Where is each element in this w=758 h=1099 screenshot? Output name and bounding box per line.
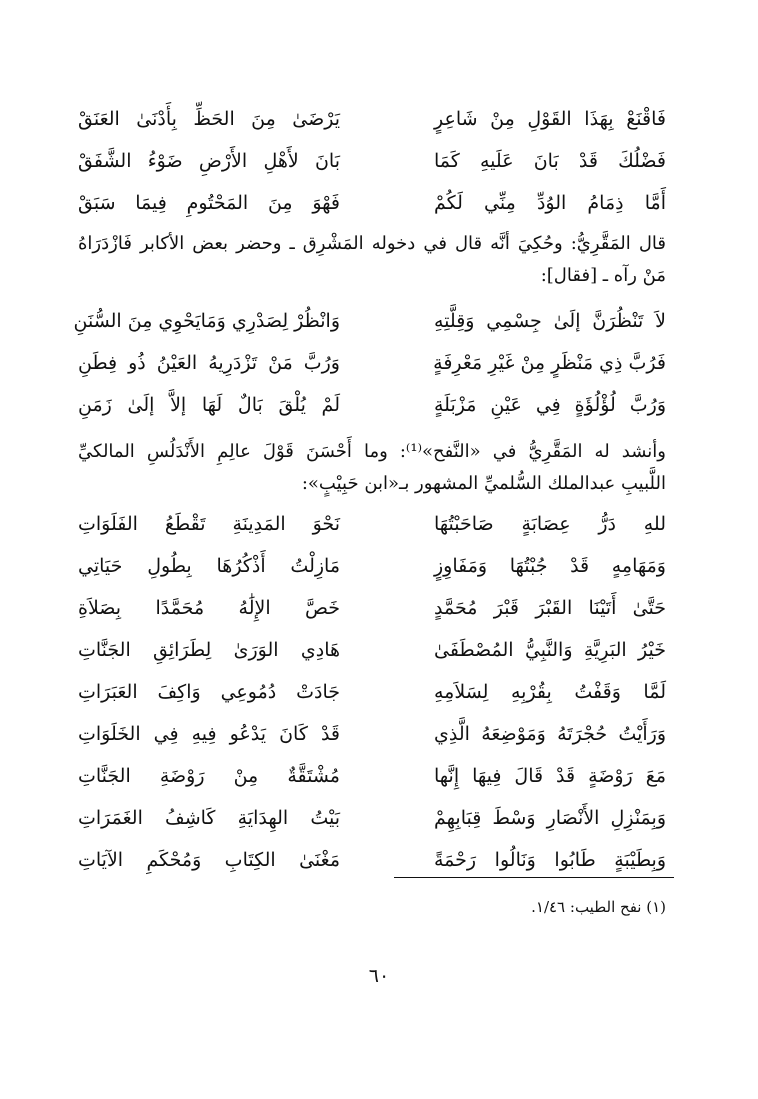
hemistich-first: وَرُبَّ لُؤْلُؤَةٍ فِي عَيْنِ مَزْبَلَةٍ bbox=[434, 394, 666, 416]
hemistich-first: لَمَّا وَقَفْتُ بِقُرْبِهِ لِسَلاَمِهِ bbox=[434, 681, 666, 703]
prose-paragraph-2 bbox=[78, 436, 666, 500]
hemistich-second: فَهْوَ مِنَ المَحْتُومِ فِيمَا سَبَقْ bbox=[78, 192, 340, 214]
hemistich-second: مُشْتَقَّةٌ مِنْ رَوْضَةِ الجَنَّاتِ bbox=[78, 765, 340, 787]
hemistich-second: وَانْظُرْ لِصَدْرِي وَمَايَحْوِي مِنَ السُّنَنِ bbox=[73, 310, 340, 332]
verse-line bbox=[78, 384, 666, 426]
verse-line bbox=[78, 797, 666, 839]
hemistich-second: بَيْتُ الهِدَايَةِ كَاشِفُ الغَمَرَاتِ bbox=[78, 807, 340, 829]
hemistich-second: مَازِلْتُ أَذْكُرُهَا بِطُولِ حَيَاتِي bbox=[78, 555, 340, 577]
hemistich-second: يَرْضَىٰ مِنَ الحَظِّ بِأَدْنَىٰ العَنَقْ bbox=[78, 108, 340, 130]
verse-line bbox=[73, 300, 666, 342]
verse-line bbox=[78, 140, 666, 182]
hemistich-first: مَعَ رَوْضَةٍ قَدْ قَالَ فِيهَا إِنَّها bbox=[434, 765, 666, 787]
hemistich-first: حَتَّىٰ أَتَيْنَا القَبْرَ قَبْرَ مُحَمَّدٍ bbox=[434, 597, 666, 619]
page-number: ٦٠ bbox=[368, 965, 390, 987]
hemistich-first: للهِ دَرُّ عِصَابَةٍ صَاحَبْتُهَا bbox=[434, 513, 666, 535]
hemistich-first: وَمَهَامِهٍ قَدْ جُبْتُهَا وَمَفَاوِزٍ bbox=[434, 555, 666, 577]
prose-line: مَنْ رآه ـ [فقال]: bbox=[540, 265, 666, 286]
verse-line bbox=[78, 755, 666, 797]
verse-line bbox=[78, 503, 666, 545]
verse-line bbox=[78, 713, 666, 755]
prose-line: قال المَقَّرِيُّ: وحُكِيَ أنَّه قال في دخوله المَشْرِق ـ وحضر بعض الأكابر فَازْدَرَاهُ bbox=[78, 233, 666, 254]
hemistich-second: نَحْوَ المَدِينَةِ تَقْطَعُ الفَلَوَاتِ bbox=[78, 513, 340, 535]
verse-line bbox=[78, 671, 666, 713]
hemistich-first: وَبِطَيْبَةٍ طَابُوا وَنَالُوا رَحْمَةً bbox=[434, 849, 666, 871]
prose-line: اللَّبيبِ عبدالملك السُّلميِّ المشهور بـ«ابن حَبِيْبٍ»: bbox=[301, 473, 666, 494]
hemistich-first: فَاقْنَعْ بِهَذَا القَوْلِ مِنْ شَاعِرٍ bbox=[434, 108, 666, 130]
hemistich-first: وَرَأَيْتُ حُجْرَتَهُ وَمَوْضِعَهُ الَّذِي bbox=[434, 723, 666, 745]
verse-line bbox=[78, 342, 666, 384]
hemistich-second: جَادَتْ دُمُوعِي وَاكِفَ العَبَرَاتِ bbox=[78, 681, 340, 703]
hemistich-second: وَرُبَّ مَنْ تَزْدَرِيهُ العَيْنُ ذُو فِطَنِ bbox=[78, 352, 340, 374]
verse-block-bottom bbox=[78, 503, 666, 881]
prose-paragraph-1 bbox=[78, 228, 666, 292]
verse-block-middle bbox=[73, 300, 666, 426]
hemistich-first: وَبِمَنْزِلِ الأَنْصَارِ وَسْطَ قِبَابِهِمْ bbox=[434, 807, 666, 829]
hemistich-first: خَيْرُ البَرِيَّةِ وَالنَّبِيُّ المُصْطَفَىٰ bbox=[434, 639, 666, 661]
verse-line bbox=[78, 98, 666, 140]
hemistich-second: قَدْ كَانَ يَدْعُو فِيهِ فِي الخَلَوَاتِ bbox=[78, 723, 340, 745]
verse-line bbox=[78, 839, 666, 881]
hemistich-second: لَمْ يُلْقَ بَالٌ لَهَا إلاَّ إلَىٰ زَمَنِ bbox=[78, 394, 340, 416]
hemistich-first: فَضْلُكَ قَدْ بَانَ عَلَيهِ كَمَا bbox=[434, 150, 666, 172]
verse-line bbox=[78, 629, 666, 671]
hemistich-second: مَغْنَىٰ الكِتَابِ وَمُحْكَمِ الآيَاتِ bbox=[78, 849, 340, 871]
hemistich-second: خَصَّ الإِلَٰهُ مُحَمَّدًا بِصَلاَةِ bbox=[78, 597, 340, 619]
hemistich-first: فَرُبَّ ذِي مَنْظَرٍ مِنْ غَيْرِ مَعْرِفَةٍ bbox=[433, 352, 666, 374]
verse-line bbox=[78, 182, 666, 224]
prose-line: وأنشد له المَقَّرِيُّ في «النَّفح»⁽¹⁾: وما أَحْسَنَ قَوْلَ عالِمِ الأَنْدَلُسِ المالكيِّ bbox=[78, 441, 666, 462]
verse-line bbox=[78, 587, 666, 629]
verse-block-top bbox=[78, 98, 666, 224]
verse-line bbox=[78, 545, 666, 587]
footnote: (١) نفح الطيب: ١/٤٦. bbox=[531, 898, 666, 916]
footnote-separator bbox=[394, 877, 674, 878]
hemistich-second: هَادِي الوَرَىٰ لِطَرَائِقِ الجَنَّاتِ bbox=[78, 639, 340, 661]
hemistich-first: لاَ تَنْظُرَنَّ إلَىٰ جِسْمِي وَقِلَّتِهِ bbox=[434, 310, 666, 332]
hemistich-first: أَمَّا ذِمَامُ الوُدِّ مِنِّي لَكُمْ bbox=[434, 192, 666, 214]
hemistich-second: بَانَ لأَهْلِ الأَرْضِ ضَوْءُ الشَّفَقْ bbox=[78, 150, 340, 172]
